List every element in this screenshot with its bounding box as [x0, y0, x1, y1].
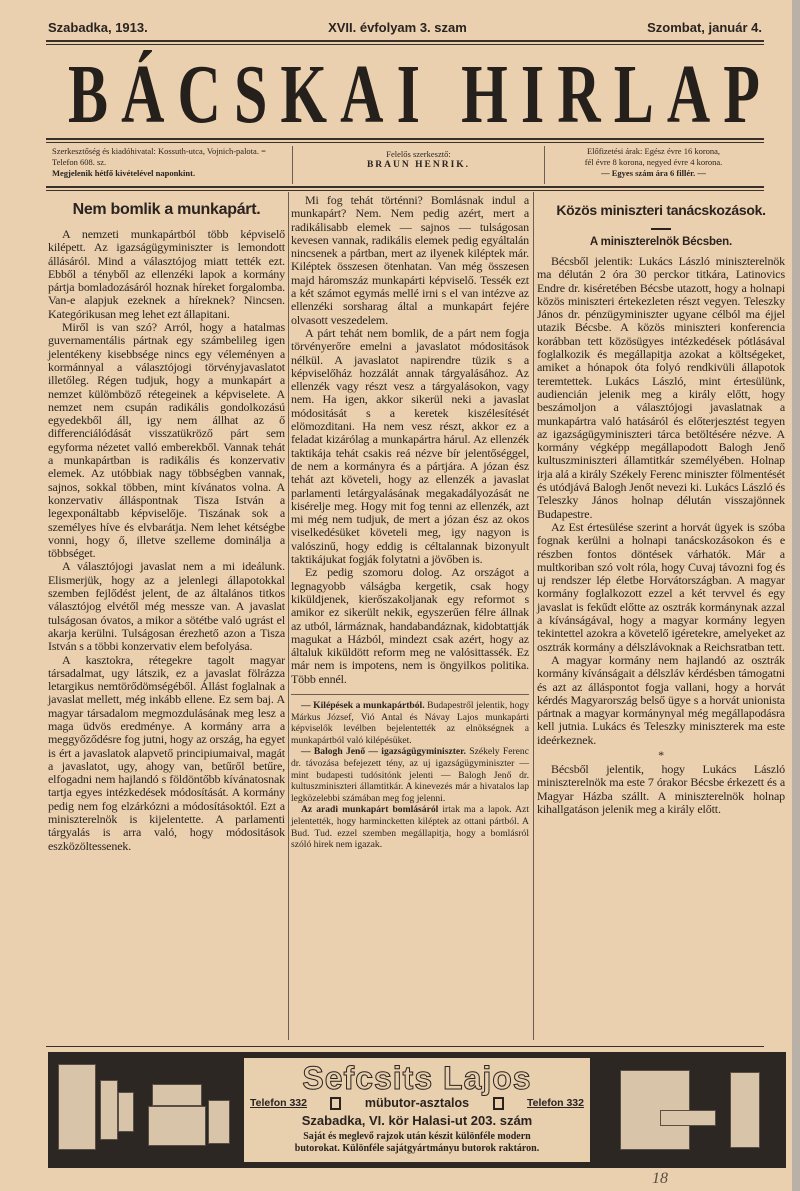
paragraph: Ez pedig szomoru dolog. Az országot a legnagyobb válságba kergetik, csak hogy kiküldjenek, kierőszakoljanak egy reformot s amikor ez sikerült nekik, egyszerűen félre állnak az utból, lármáznak, handabandáznak, kidobtattják magukat a Házból, mindezt csak azért, hogy az általuk kiküldött reform meg ne valósittassék. Ez már nem is impotens, nem is öngyilkos politika. Több ennél. [291, 565, 529, 686]
price-line-3: — Egyes szám ára 6 fillér. — [601, 168, 706, 178]
masthead-letter: B [68, 47, 109, 141]
notice-lead: — Kilépések a munkapártból. [301, 699, 425, 711]
scan-edge [792, 0, 800, 1191]
divider [46, 1046, 764, 1047]
divider [651, 228, 671, 230]
paragraph: Miről is van szó? Arról, hogy a hatalmas guvernamentális pártnak egy számbelileg igen jelentékeny kisebbsége nincs egy véleményen a kormánnyal a választójogi törvényjavaslatot illetőleg. Régen tudjuk, hogy a munkapárt a nemzet külömböző rétegeinek a képviselete. A nemzet nem csupán radikális gondolkozású egyedekből áll, igy nem állhat az ő differenciálódását visszatükröző párt sem egyforma nézetet valló emberekből. Vannak tehát a munkapártban is radikális és konzervativ elemek. Az utóbbiak nagy többségben vannak, sajnos, sokkal többen, mint kívánatos volna. A konzervativ álláspontnak Tisza István a legexponáltabb képviselője. Tiszának sok a személyes híve és elvbarátja. Nem lehet kétségbe vonni, hogy ő, illetve szelleme dominálja a többséget. [48, 320, 285, 561]
masthead-letter [433, 52, 448, 136]
masthead-letter: A [340, 47, 384, 141]
notice [291, 700, 529, 746]
divider [46, 190, 764, 191]
price-line-2: fél évre 8 korona, negyed évre 4 korona. [584, 157, 723, 167]
place-year: Szabadka, 1913. [48, 20, 148, 35]
price-line-1: Előfizetési árak: Egész évre 16 korona, [586, 146, 721, 156]
article-title: Nem bomlik a munkapárt. [72, 201, 261, 218]
kitchen-furniture-illustration [590, 1052, 786, 1168]
phone: Telefon 332 [527, 1097, 584, 1109]
phone: Telefon 332 [250, 1097, 307, 1109]
address: Szabadka, VI. kör Halasi-ut 203. szám [301, 1113, 533, 1128]
column-divider [288, 192, 289, 1040]
masthead-letter: R [557, 47, 601, 141]
square-ornament [330, 1097, 341, 1110]
masthead-letter: P [723, 47, 760, 141]
paragraph: A párt tehát nem bomlik, de a párt nem fogja törvényerőre emelni a javaslatot módositások nélkül. A javaslatot napirendre tüzik s a képviselőház hozzálát annak tárgyalásához. Az ellenzék vagy részt vesz a tárgyalásokon, vagy nem. Ha igen, akkor sikerül neki a javaslat módositását s a keretek kiszélesítését elömozditani. Ha nem vesz részt, akkor ez a feladat kizárólag a munkapártra hárul. Az ellenzék taktikája tehát csakis reá nézve bír jelentőséggel, de nem a kormányra és a pártjára. A józan ész tehát azt követeli, hogy az ellenzék a javaslat parlamenti letárgyalásának megakadályozását ne kisérelje meg. Hogy mit fog tenni az ellenzék, azt mi még nem tudjuk, de mert a józan ész az okos viselkedésüket követeli meg, igy nagyon is valószinű, hogy eddig is céltalannak bizonyult taktikájukat fogják folytatni a jövőben is. [291, 325, 529, 567]
masthead-letter: C [177, 47, 221, 141]
trade: mübutor-asztalos [364, 1096, 470, 1110]
news-notices [291, 694, 529, 851]
paragraph: A magyar kormány nem hajlandó az osztrák kormány kívánságait a délszláv kérdésben támogatni és azt az álláspontot fogja vallani, hogy a horvát kérdés Magyarország belső ügye s a horvát unionista pártnak a magyar kormánynyal még megállapodásra kell jutnia. Lukács és Teleszky miniszterek ma este ideérkeznek. [537, 652, 785, 747]
article-subtitle: A miniszterelnök Bécsben. [589, 236, 733, 248]
notice-text: irtak ma a lapok. Azt jelentették, hogy harmincketten kiléptek az ottani pártból. A Bud. Tud. ezzel szemben megállapitja, hogy a bomlásról szóló hirek nem igazak. [291, 804, 529, 851]
issue-date: Szombat, január 4. [647, 20, 762, 35]
masthead-letter: Á [121, 47, 165, 141]
divider [46, 138, 764, 140]
margin-note: 18 [652, 1170, 668, 1187]
dateline [48, 20, 762, 35]
notice-lead: — Balogh Jenő — igazságügyminiszter. [301, 746, 466, 758]
article-column-2 [291, 194, 529, 851]
article-column-3 [537, 194, 785, 816]
ad-line-2: butorokat. Különféle sajátgyártmányu butorok raktáron. [294, 1143, 540, 1154]
publication-schedule: Megjelenik hétfő kivételével naponkint. [52, 168, 196, 178]
divider [46, 40, 764, 42]
paragraph: A választójogi javaslat nem a mi ideálunk. Elismerjük, hogy az a jelenlegi állapotokkal szemben fejlődést jelent, de az általános titkos választójog elvétől még messze van. A javaslat tulságosan óvatos, a mikor a sötétbe való ugrást el akarja kerülni. Tulságosan érezhető azon a Tisza István s a többi konzervativ elem befolyása. [48, 559, 285, 654]
volume-issue: XVII. évfolyam 3. szam [328, 20, 467, 35]
notice-text: Budapestről jelentik, hogy Márkus József, Vió Antal és Návay Lajos munkapárti képviselők levélben bejelentették az elnökségnek a munkapártból való kilépésüket. [291, 699, 529, 746]
paragraph: Mi fog tehát történni? Bomlásnak indul a munkapárt? Nem. Nem pedig azért, mert a radikálisabb elemek — sajnos — tulságosan kevesen vannak, radikális elemek pedig egyáltalán nincsenek a pártban, mert az ilyenek kiléptek már. Kiléptek összesen ötenhatan. Van még összesen majd háromszáz munkapárti képviselő. Tessék ezt a két számot egymás mellé irni s el van intézve az ellenzéki sorsharag által a munkapárt fejére olvasott veszedelem. [291, 193, 529, 327]
divider [46, 186, 764, 188]
notice-text: Székely Ferenc dr. távozása befejezett tény, az uj igazságügyminiszter — mint budapesti tudósitónk jelenti — Balogh Jenő dr. kultuszminiszteri államtitkár. A kinevezés már a hivatalos lap legközelebbi számában meg fog jelenni. [291, 746, 529, 804]
advertiser-name: Sefcsits Lajos [302, 1060, 532, 1096]
square-ornament [493, 1097, 504, 1110]
column-divider [533, 192, 534, 1040]
masthead-letter: A [666, 47, 711, 141]
masthead-letter: I [520, 47, 545, 141]
masthead-letter: S [233, 47, 268, 141]
separator: * [658, 747, 664, 762]
divider [46, 44, 764, 45]
furniture-advertisement [48, 1052, 786, 1168]
masthead-letter: H [461, 47, 508, 141]
editor-name: BRAUN HENRIK. [366, 160, 471, 170]
notice-lead: Az aradi munkapárt bomlásáról [301, 804, 439, 816]
editor-label: Felelős szerkesztő: [386, 149, 451, 159]
article-title: Közös miniszteri tanácskozások. [556, 202, 766, 218]
paragraph: Az Est értesülése szerint a horvát ügyek is szóba fognak kerülni a holnapi tanácskozásokon és e részben fontos döntések várhatók. Már a multkoriban szó volt róla, hogy Cuvaj távozni fog és uj rendszer lép életbe Horvátországban. A magyar kormány foglalkozott ezzel a két tervvel és egy javaslat is fekűdt előtte az osztrák kormánynak azzal a kívánságával, hogy a magyar kormány legyen tekintettel azokra a követelő igéretekre, amelyeket az osztrák kormány a délszlávoknak a Reichsratban tett. [537, 519, 785, 654]
info-bar [48, 146, 762, 184]
bedroom-furniture-illustration [48, 1052, 244, 1168]
masthead-letter: K [280, 47, 328, 141]
masthead-letter: I [396, 47, 420, 141]
paragraph: Bécsből jelentik: Lukács László miniszterelnök ma délután 2 óra 30 perckor titkára, Latinovics Endre dr. kiséretében Bécsbe utazott, hogy a holnapi közös miniszteri értekezleten részt vegyen. Teleszky János dr. pénzügyminiszter ugyane célból ma éjjel utazik Bécsbe. A közös miniszteri konferencia korábban tett közösügyes intézkedések pótlásával foglalkozik és megállapitja azokat a költségeket, amiket a hónapok óta folyó rendkivüli állapotok teremtettek. Lukács László, mint értesülünk, audiencián jelenik meg a király előtt, hogy beszámoljon a választójogi javaslatnak a munkapártra való hatásáról és előterjesztést tegyen az igazságügyminiszteri tárca betöltésére nézve. A kormány végképp megállapodott Balogh Jenő kultuszminiszteri államtitkár személyében. Holnap irja alá a király Székely Ferenc miniszter fölmentését és utódjává Balogh Jenőt nevezi ki. Lukács László és Teleszky János holnap délután visszajönnek Budapestre. [537, 254, 785, 521]
article-column-1 [48, 194, 285, 853]
divider [46, 142, 764, 143]
paragraph: A nemzeti munkapártból több képviselő kilépett. Az igazságügyminiszter is lemondott állásáról. Mind a választójog miatt tették ezt. Ebből a tényből az ellenzéki lapok a kormány pártja bomladozásáról hoznak híreket forgalomba. Van-e alapjuk ezeknek a híreknek? Nincsen. Kategórikusan meg lehet ezt állapitani. [48, 227, 285, 321]
paragraph: Bécsből jelentik, hogy Lukács László miniszterelnök ma este 7 órakor Bécsbe érkezett és a Magyar Házba szállt. A miniszterelnök holnap kihallgatáson jelenik meg a király előtt. [537, 761, 785, 816]
masthead-letter: L [613, 47, 654, 141]
masthead [68, 47, 760, 141]
ad-line-1: Saját és meglevő rajzok után készit különféle modern [303, 1131, 531, 1142]
notice [291, 804, 529, 850]
office-address: Szerkesztőség és kiadóhivatal: Kossuth-utca, Vojnich-palota. = Telefon 608. sz. [52, 146, 266, 167]
paragraph: A kasztokra, rétegekre tagolt magyar társadalmat, ugy látszik, ez a javaslat fölrázza letargikus nemtörődömségéből. Állást foglalnak a javaslat mellett, még inkább ellene. Ez sem baj. A magyar társadalom megmozdulásának meg lesz a maga üdvös eredménye. A kormány arra a meggyőződésre fog jutni, hogy az ország, ha egyet is ért a javaslatok alapvető principiumaival, magát a javaslatot, ugy, ahogy van, betűről betűre, elfogadni nem hajlandó s földöntőbb kívánatosnak tartja egyes intézkedések módosítását. A kormány pedig nem fog elzárkózni a módosításoktól. Ezt a miniszterelnök is kijelentette. A parlamenti tárgyalás is arra való, hogy módositások eszközöltessenek. [48, 652, 285, 853]
notice [291, 746, 529, 804]
